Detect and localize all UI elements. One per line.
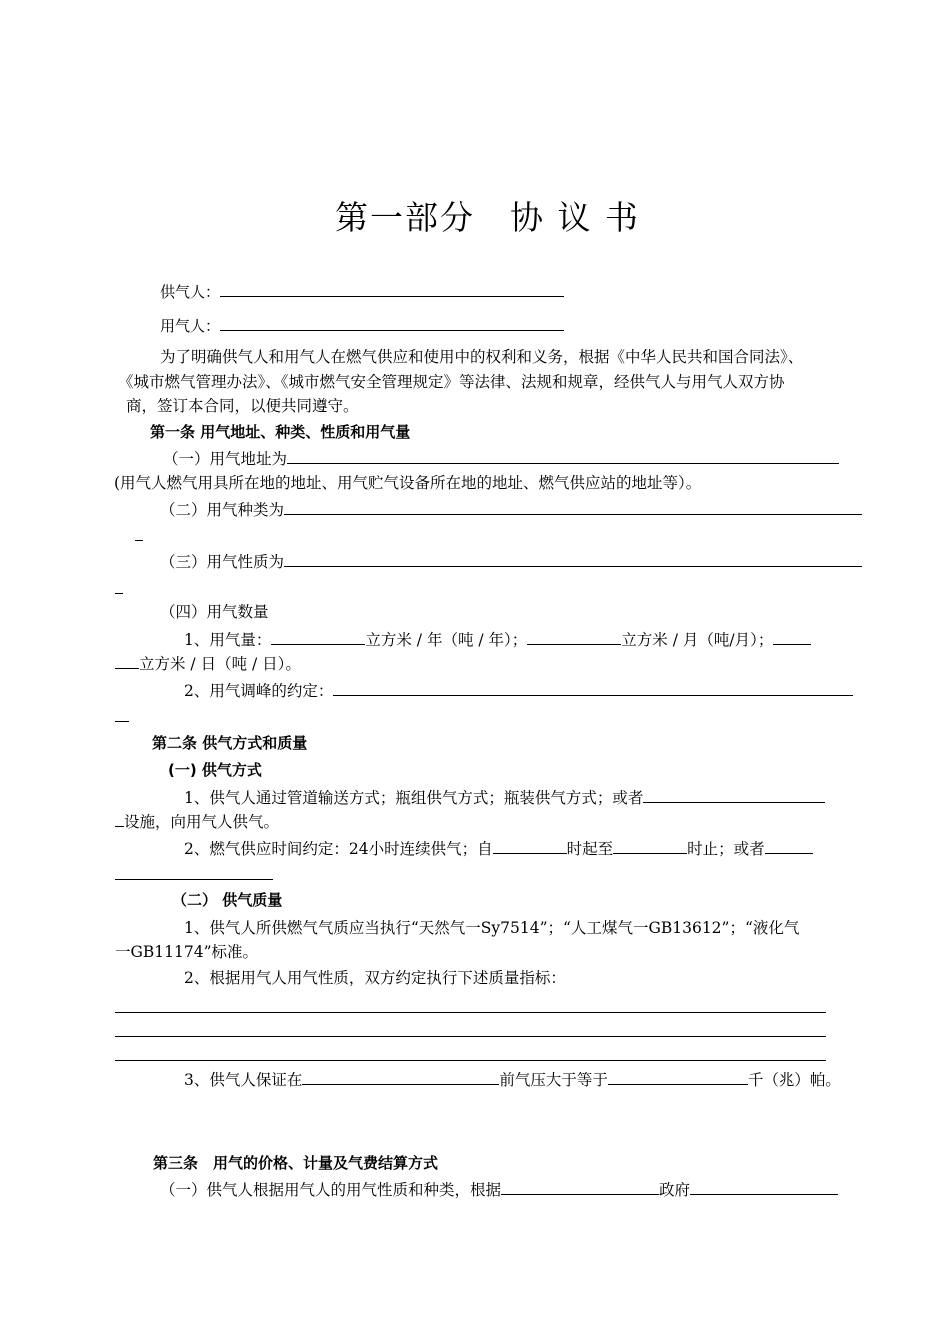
gas-type-blank-cont xyxy=(135,540,143,541)
peak-blank[interactable] xyxy=(333,681,853,696)
gas-quantity-heading: （四）用气数量 xyxy=(160,603,269,621)
quantity-label: 1、用气量： xyxy=(184,631,272,649)
gas-nature-blank[interactable] xyxy=(284,552,862,567)
supply-mode-text: 1、供气人通过管道输送方式；瓶组供气方式；瓶装供气方式；或者 xyxy=(184,789,644,807)
supply-time-a: 2、燃气供应时间约定：24小时连续供气；自 xyxy=(184,840,493,858)
address-line xyxy=(163,449,839,469)
price-b: 政府 xyxy=(659,1181,691,1199)
user-label: 用气人： xyxy=(160,317,221,335)
gas-type-line xyxy=(160,500,862,520)
supply-mode-heading: (一) 供气方式 xyxy=(168,761,262,779)
supplier-label: 供气人： xyxy=(160,283,221,301)
quality-line-2: 一GB11174”标准。 xyxy=(115,943,259,961)
supply-mode-end: 设施，向用气人供气。 xyxy=(124,813,280,831)
pressure-a: 3、供气人保证在 xyxy=(184,1071,303,1089)
address-blank[interactable] xyxy=(287,449,839,464)
gas-nature-line xyxy=(160,552,862,572)
end-hour-blank[interactable] xyxy=(613,839,687,854)
quality-blank-1[interactable] xyxy=(115,1012,826,1013)
unit-day: 立方米 / 日（吨 / 日）。 xyxy=(139,655,301,673)
supply-time-b: 时起至 xyxy=(566,840,614,858)
price-line xyxy=(160,1180,838,1200)
supply-mode-line xyxy=(184,788,825,808)
gas-type-label: （二）用气种类为 xyxy=(160,501,285,519)
gas-nature-label: （三）用气性质为 xyxy=(160,553,285,571)
intro-line-2: 《城市燃气管理办法》、《城市燃气安全管理规定》等法律、法规和规章，经供气人与用气人双方协 xyxy=(118,373,785,391)
address-note: (用气人燃气用具所在地的地址、用气贮气设备所在地的地址、燃气供应站的地址等）。 xyxy=(114,474,702,492)
quantity-day-blank[interactable] xyxy=(773,630,811,645)
quality-indicators: 2、根据用气人用气性质，双方约定执行下述质量指标： xyxy=(184,969,566,987)
quality-blank-3[interactable] xyxy=(115,1060,826,1061)
supply-time-other-blank[interactable] xyxy=(765,839,813,854)
article-1-heading: 第一条 用气地址、种类、性质和用气量 xyxy=(150,423,411,441)
quality-line-1: 1、供气人所供燃气气质应当执行“天然气一Sy7514”；“人工煤气一GB13612”；“液化气 xyxy=(184,919,800,937)
supplier-blank[interactable] xyxy=(220,282,564,297)
pressure-b: 前气压大于等于 xyxy=(499,1071,608,1089)
price-government-blank[interactable] xyxy=(690,1180,838,1195)
peak-label: 2、用气调峰的约定： xyxy=(184,682,334,700)
quantity-day-blank-cont[interactable] xyxy=(115,654,139,669)
start-hour-blank[interactable] xyxy=(493,839,567,854)
intro-line-3: 商，签订本合同，以便共同遵守。 xyxy=(126,397,359,415)
supply-mode-cont xyxy=(115,812,279,832)
peak-line xyxy=(184,681,853,701)
peak-blank-cont xyxy=(115,721,129,722)
article-2-heading: 第二条 供气方式和质量 xyxy=(152,734,308,752)
quantity-year-blank[interactable] xyxy=(271,630,365,645)
price-a: （一）供气人根据用气人的用气性质和种类，根据 xyxy=(160,1181,502,1199)
page-title: 第一部分 协 议 书 xyxy=(335,198,640,237)
pressure-line xyxy=(184,1070,841,1090)
supply-time-c: 时止；或者 xyxy=(687,840,765,858)
supplier-line xyxy=(160,282,564,302)
supply-quality-heading: （二） 供气质量 xyxy=(172,891,283,909)
quantity-month-blank[interactable] xyxy=(527,630,621,645)
quantity-line xyxy=(184,630,811,650)
user-blank[interactable] xyxy=(220,316,564,331)
gas-nature-blank-cont xyxy=(115,593,123,594)
pressure-value-blank[interactable] xyxy=(608,1070,748,1085)
quantity-day-line xyxy=(115,654,301,674)
supply-time-line xyxy=(184,839,813,859)
intro-line-1: 为了明确供气人和用气人在燃气供应和使用中的权利和义务，根据《中华人民共和国合同法》、 xyxy=(160,348,804,366)
address-label: （一）用气地址为 xyxy=(163,450,288,468)
pressure-c: 千（兆）帕。 xyxy=(747,1071,841,1089)
supply-mode-blank-cont[interactable] xyxy=(115,812,124,827)
unit-month: 立方米 / 月（吨/月）； xyxy=(621,631,774,649)
quality-blank-2[interactable] xyxy=(115,1036,826,1037)
article-3-heading: 第三条 用气的价格、计量及气费结算方式 xyxy=(153,1154,439,1172)
price-basis-blank[interactable] xyxy=(501,1180,659,1195)
supply-mode-blank[interactable] xyxy=(643,788,825,803)
gas-type-blank[interactable] xyxy=(284,500,862,515)
unit-year: 立方米 / 年（吨 / 年）； xyxy=(365,631,528,649)
supply-time-blank-cont xyxy=(115,879,273,880)
pressure-location-blank[interactable] xyxy=(302,1070,499,1085)
user-line xyxy=(160,316,564,336)
